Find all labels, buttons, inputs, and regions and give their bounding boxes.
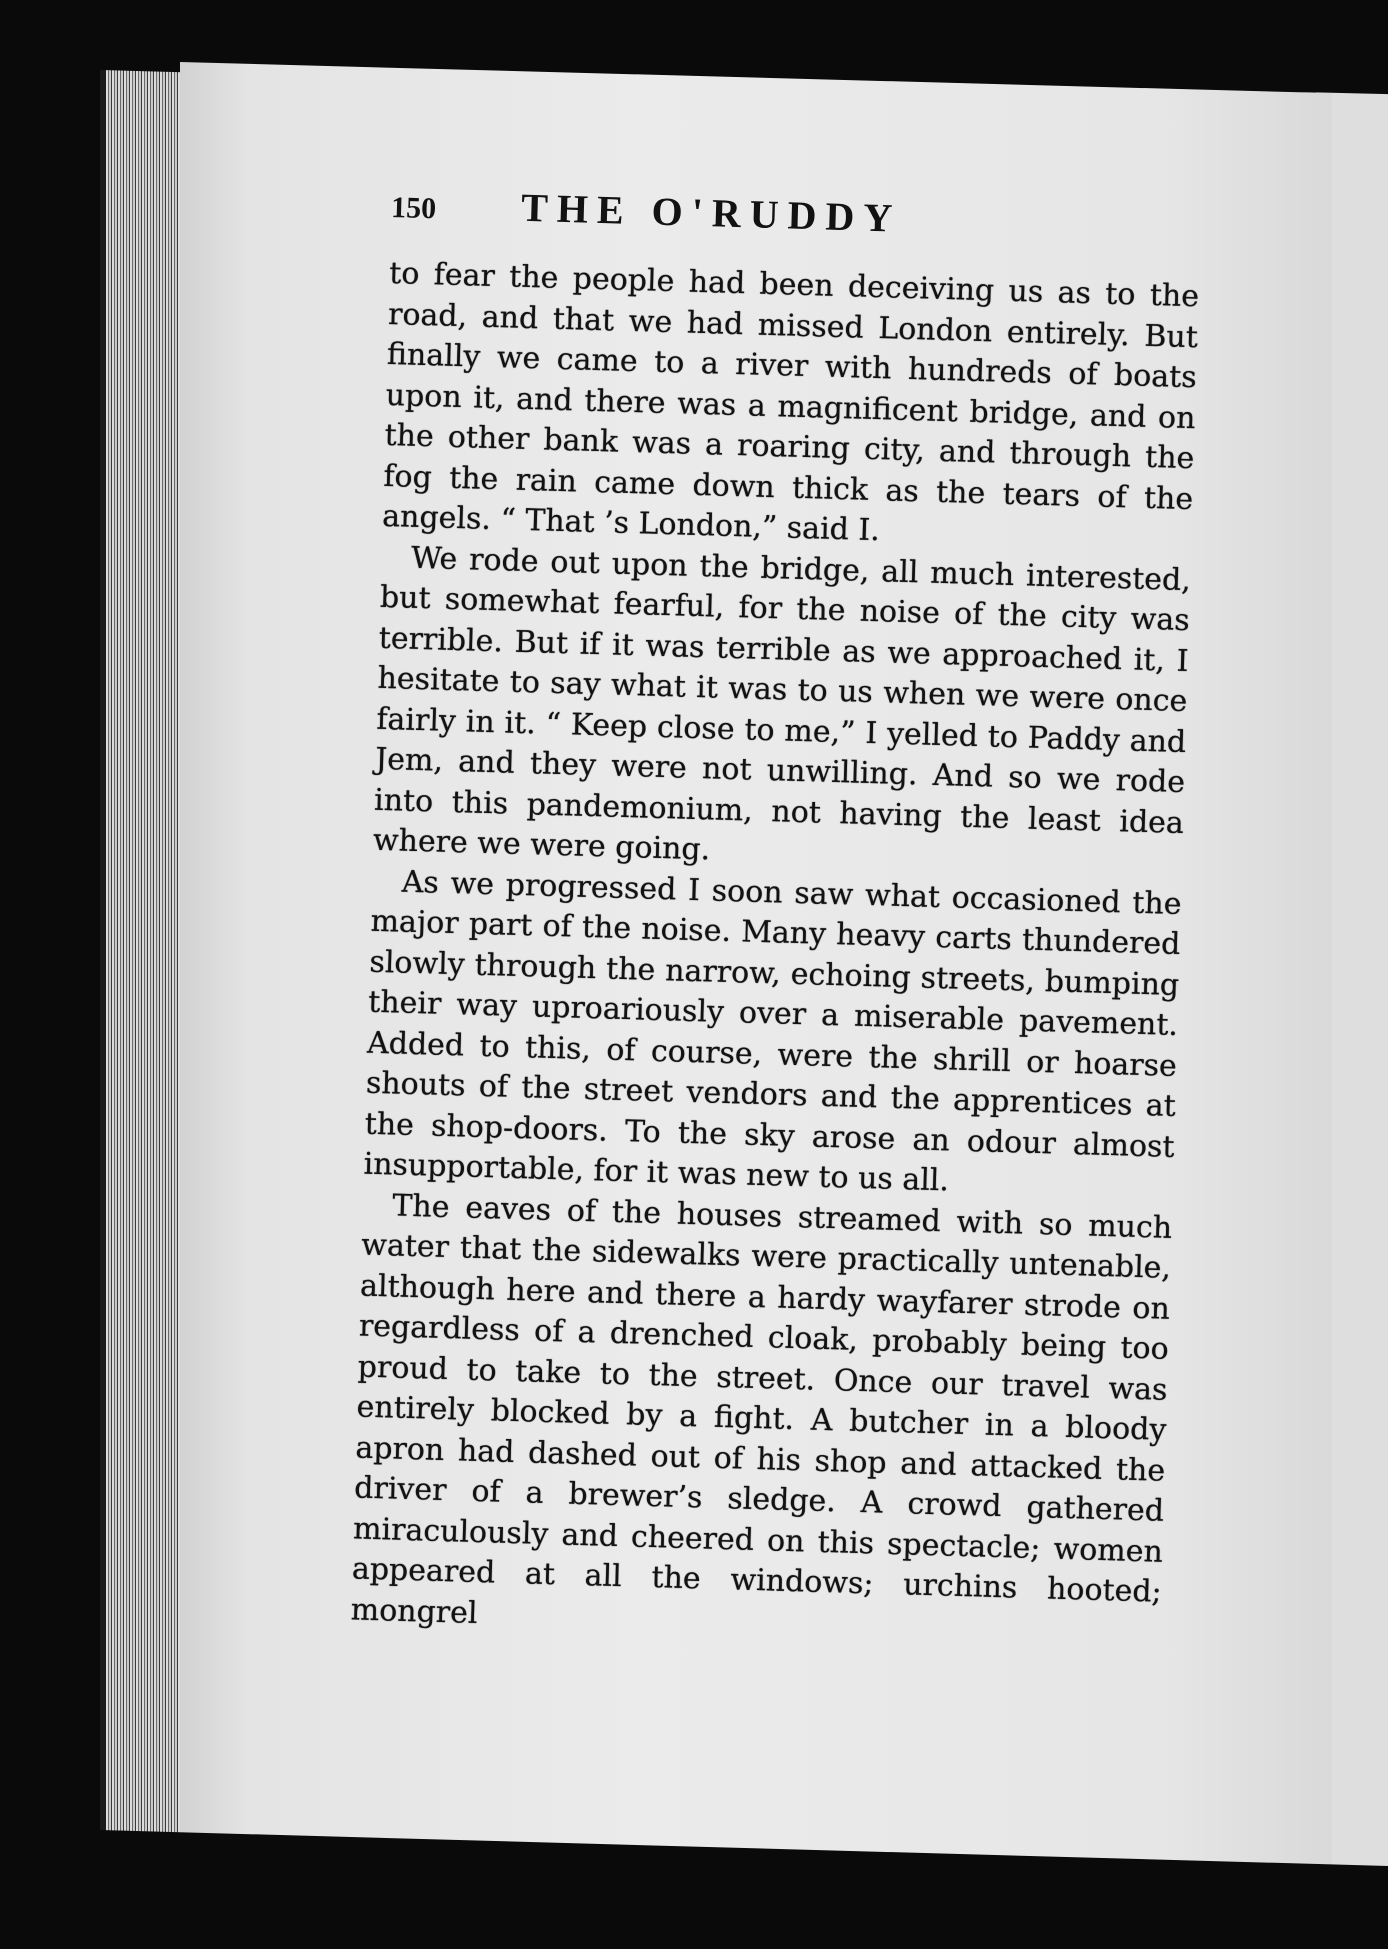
page-number: 150	[390, 190, 437, 226]
running-title: THE O'RUDDY	[520, 184, 902, 241]
paragraph-3: As we progressed I soon saw what occasioned the major part of the noise. Many heavy carts thundered slowly through the narrow, echoing streets, bumping their way uproariously over a miserable pavement. Added to this, of course, were the shrill or hoarse shouts of the street vendors and the apprentices at the shop-doors. To the sky arose an odour almost insupportable, for it was new to us all.	[363, 864, 1182, 1199]
paragraph-1: to fear the people had been deceiving us as to the road, and that we had missed London entirely. But finally we came to a river with hundreds of boats upon it, and there was a magnificent bridge, and on the other bank was a roaring city, and through the fog the rain came down thick as the tears of the angels. “ That ’s London,” said I.	[381, 255, 1200, 549]
paragraph-2: We rode out upon the bridge, all much interested, but somewhat fearful, for the noise of the city was terrible. But if it was terrible as we approached it, I hesitate to say what it was to us when we were once fairly in it. “ Keep close to me,” I yelled to Paddy and Jem, and they were not unwilling. And so we rode into this pandemonium, not having the least idea where we were going.	[372, 540, 1192, 868]
paragraph-4: The eaves of the houses streamed with so much water that the sidewalks were practically untenable, although here and there a hardy wayfarer strode on regardless of a drenched cloak, probably being too proud to take to the street. Once our travel was entirely blocked by a fight. A butcher in a bloody apron had dashed out of his shop and attacked the driver of a brewer’s sledge. A crowd gathered miraculously and cheered on this spectacle; women appeared at all the windows; urchins hooted; mongrel	[350, 1187, 1173, 1631]
page-text-block	[350, 180, 1201, 1654]
